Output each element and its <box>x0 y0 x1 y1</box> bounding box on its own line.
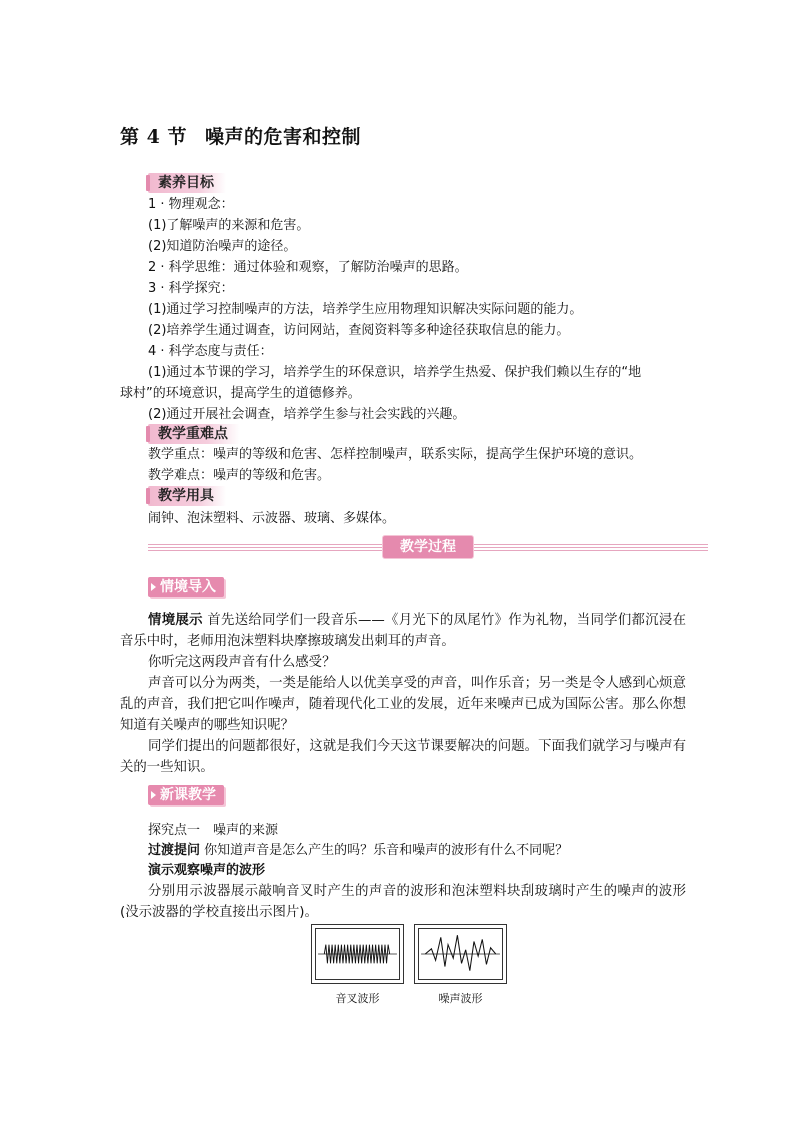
goal-line: 4 · 科学态度与责任： <box>148 344 273 359</box>
intro-heading: 情境导入 <box>148 577 224 597</box>
goal-line: (1)通过学习控制噪声的方法，培养学生应用物理知识解决实际问题的能力。 <box>148 302 583 317</box>
goal-line: (1)了解噪声的来源和危害。 <box>148 218 310 233</box>
goal-line: (1)通过本节课的学习，培养学生的环保意识，培养学生热爱、保护我们赖以生存的“地 <box>148 365 642 380</box>
goals-heading: 素养目标 <box>148 173 226 193</box>
goal-line: 2 · 科学思维：通过体验和观察，了解防治噪声的思路。 <box>148 260 468 275</box>
tuning-fork-waveform <box>311 924 404 984</box>
key-point-difficult: 教学难点：噪声的等级和危害。 <box>148 468 331 483</box>
ask-label: 过渡提问 <box>148 843 201 858</box>
demo-text: 分别用示波器展示敲响音叉时产生的声音的波形和泡沫塑料块刮玻璃时产生的噪声的波形(没示波器的学校直接出示图片)。 <box>120 884 686 920</box>
intro-explain: 声音可以分为两类，一类是能给人以优美享受的声音，叫作乐音；另一类是令人感到心烦意乱的声音，我们把它叫作噪声，随着现代化工业的发展，近年来噪声已成为国际公害。那么你想知道有关噪声的哪些知识呢？ <box>120 676 686 733</box>
process-label: 教学过程 <box>382 535 474 559</box>
key-point-important: 教学重点：噪声的等级和危害、怎样控制噪声，联系实际，提高学生保护环境的意识。 <box>148 447 643 462</box>
noise-caption: 噪声波形 <box>438 992 483 1005</box>
tools-heading: 教学用具 <box>148 486 226 506</box>
intro-question: 你听完这两段声音有什么感受？ <box>148 655 336 670</box>
noise-wave-graphic <box>419 929 502 979</box>
goal-line: (2)培养学生通过调查，访问网站，查阅资料等多种途径获取信息的能力。 <box>148 323 570 338</box>
goal-line: (2)通过开展社会调查，培养学生参与社会实践的兴趣。 <box>148 407 466 422</box>
goal-line: 球村”的环境意识，提高学生的道德修养。 <box>120 386 361 401</box>
intro-lead-label: 情境展示 <box>148 613 203 628</box>
goal-line: (2)知道防治噪声的途径。 <box>148 239 297 254</box>
tools-text: 闹钟、泡沫塑料、示波器、玻璃、多媒体。 <box>148 511 396 526</box>
section-number: 第 4 节 <box>120 126 187 148</box>
demo-title: 演示观察噪声的波形 <box>148 863 266 878</box>
section-title <box>120 122 361 149</box>
goal-line: 3 · 科学探究： <box>148 281 234 296</box>
section-name: 噪声的危害和控制 <box>204 126 361 148</box>
intro-lead-text: 首先送给同学们一段音乐——《月光下的凤尾竹》作为礼物，当同学们都沉浸在音乐中时，老师用泡沫塑料块摩擦玻璃发出刺耳的声音。 <box>120 613 686 649</box>
tuning-fork-caption: 音叉波形 <box>335 992 380 1005</box>
tuning-fork-wave-graphic <box>316 929 399 979</box>
intro-transition: 同学们提出的问题都很好，这就是我们今天这节课要解决的问题。下面我们就学习与噪声有关的一些知识。 <box>120 739 686 775</box>
goal-line: 1 · 物理观念： <box>148 197 234 212</box>
transition-question <box>148 840 688 861</box>
noise-waveform <box>414 924 507 984</box>
explore-point: 探究点一 噪声的来源 <box>148 823 279 838</box>
intro-scenario <box>120 610 686 652</box>
ask-text: 你知道声音是怎么产生的吗？乐音和噪声的波形有什么不同呢？ <box>200 843 569 858</box>
key-points-heading: 教学重难点 <box>148 424 240 444</box>
new-lesson-heading: 新课教学 <box>148 785 224 805</box>
